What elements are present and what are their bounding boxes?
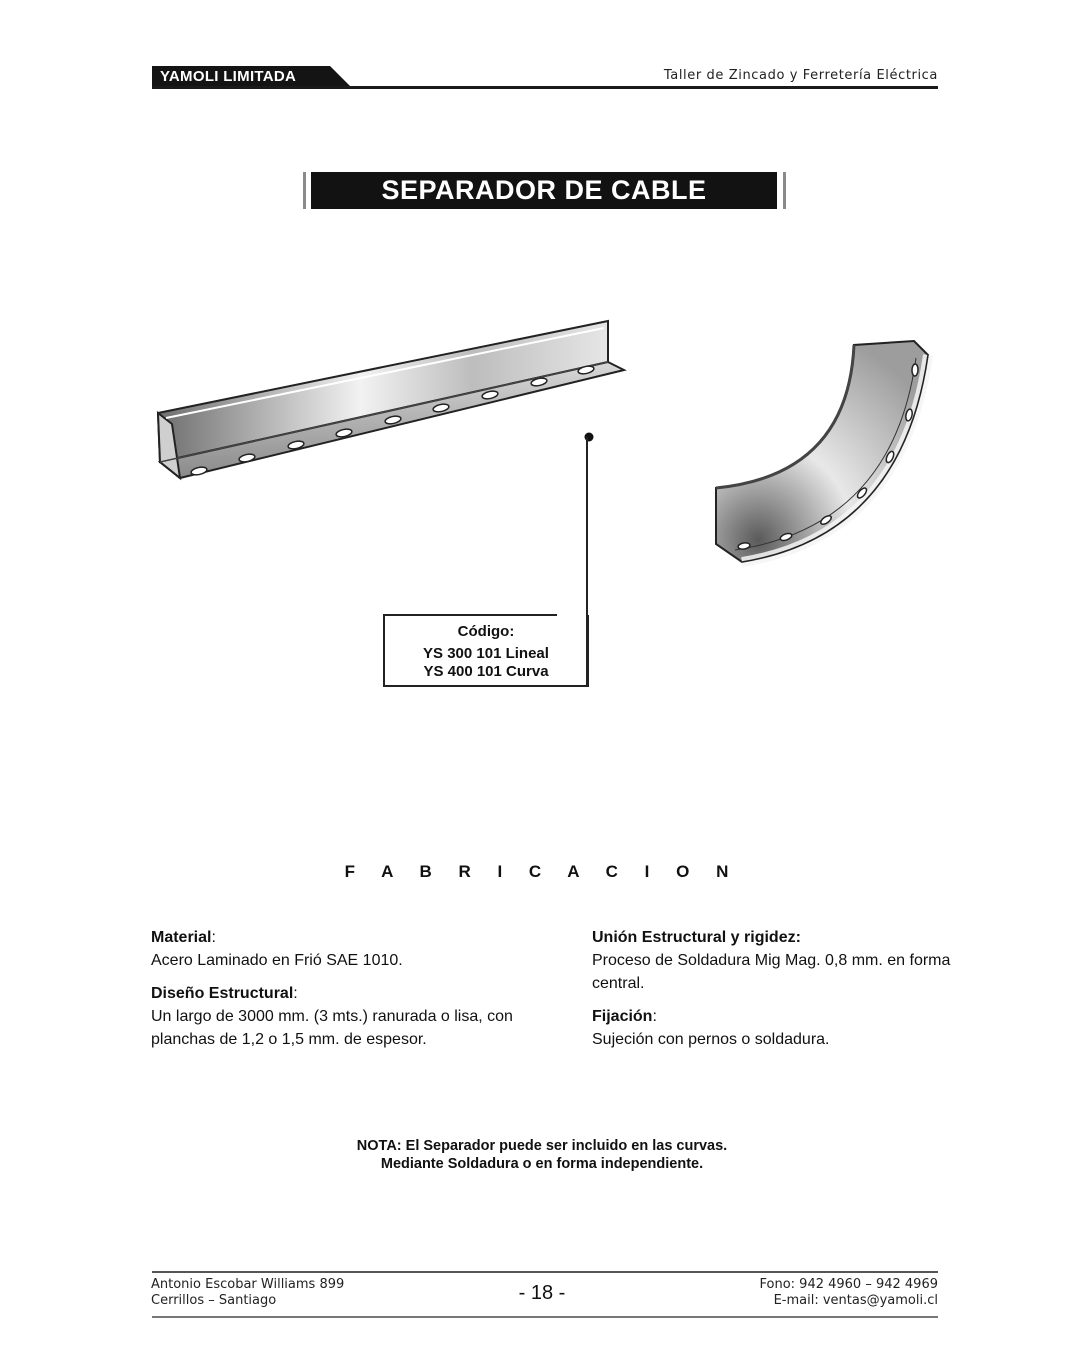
footer-address-line-2: Cerrillos – Santiago [151, 1293, 277, 1308]
fijacion-block: Fijación: [592, 1008, 657, 1025]
brand-name: YAMOLI LIMITADA [160, 68, 297, 85]
header-tagline: Taller de Zincado y Ferretería Eléctrica [663, 68, 938, 83]
straight-separator [158, 321, 624, 478]
union-text: Proceso de Soldadura Mig Mag. 0,8 mm. en forma central. [592, 952, 951, 992]
code-lineal: YS 300 101 Lineal [423, 645, 549, 662]
code-box [383, 615, 589, 687]
footer-rule-bottom [152, 1316, 938, 1318]
diseno-text: Un largo de 3000 mm. (3 mts.) ranurada o lisa, con planchas de 1,2 o 1,5 mm. de espesor. [151, 1008, 513, 1048]
fijacion-text: Sujeción con pernos o soldadura. [592, 1031, 830, 1048]
fabricacion-heading: F A B R I C A C I O N [344, 862, 740, 881]
union-label: Unión Estructural y rigidez: [592, 929, 801, 946]
title-bar-right [783, 172, 786, 209]
code-curva: YS 400 101 Curva [423, 663, 549, 680]
footer-email: E-mail: ventas@yamoli.cl [773, 1293, 938, 1308]
nota-line-1: NOTA: El Separador puede ser incluido en las curvas. [356, 1138, 728, 1154]
code-label: Código: [457, 623, 515, 640]
diseno-label: Diseño Estructural [151, 985, 294, 1002]
footer-rule-top [152, 1271, 938, 1273]
page-number: - 18 - [518, 1282, 566, 1304]
title-bar-left [303, 172, 306, 209]
page-title: SEPARADOR DE CABLE [381, 175, 707, 205]
footer-address-line-1: Antonio Escobar Williams 899 [151, 1277, 345, 1292]
fijacion-label: Fijación [592, 1008, 653, 1025]
material-label: Material [151, 929, 212, 946]
curved-separator [716, 341, 928, 562]
nota-block [0, 1137, 1084, 1173]
footer-contact [760, 1277, 939, 1309]
header-rule [152, 86, 938, 89]
material-block: Material: [151, 929, 216, 946]
nota-line-2: Mediante Soldadura o en forma independiente. [380, 1156, 704, 1172]
material-text: Acero Laminado en Frió SAE 1010. [151, 952, 403, 969]
footer-phone: Fono: 942 4960 – 942 4969 [759, 1277, 938, 1292]
diseno-block: Diseño Estructural: [151, 985, 298, 1002]
spec-column-left [151, 926, 531, 1051]
page-title-box [311, 172, 777, 209]
spec-column-right [592, 926, 952, 1051]
